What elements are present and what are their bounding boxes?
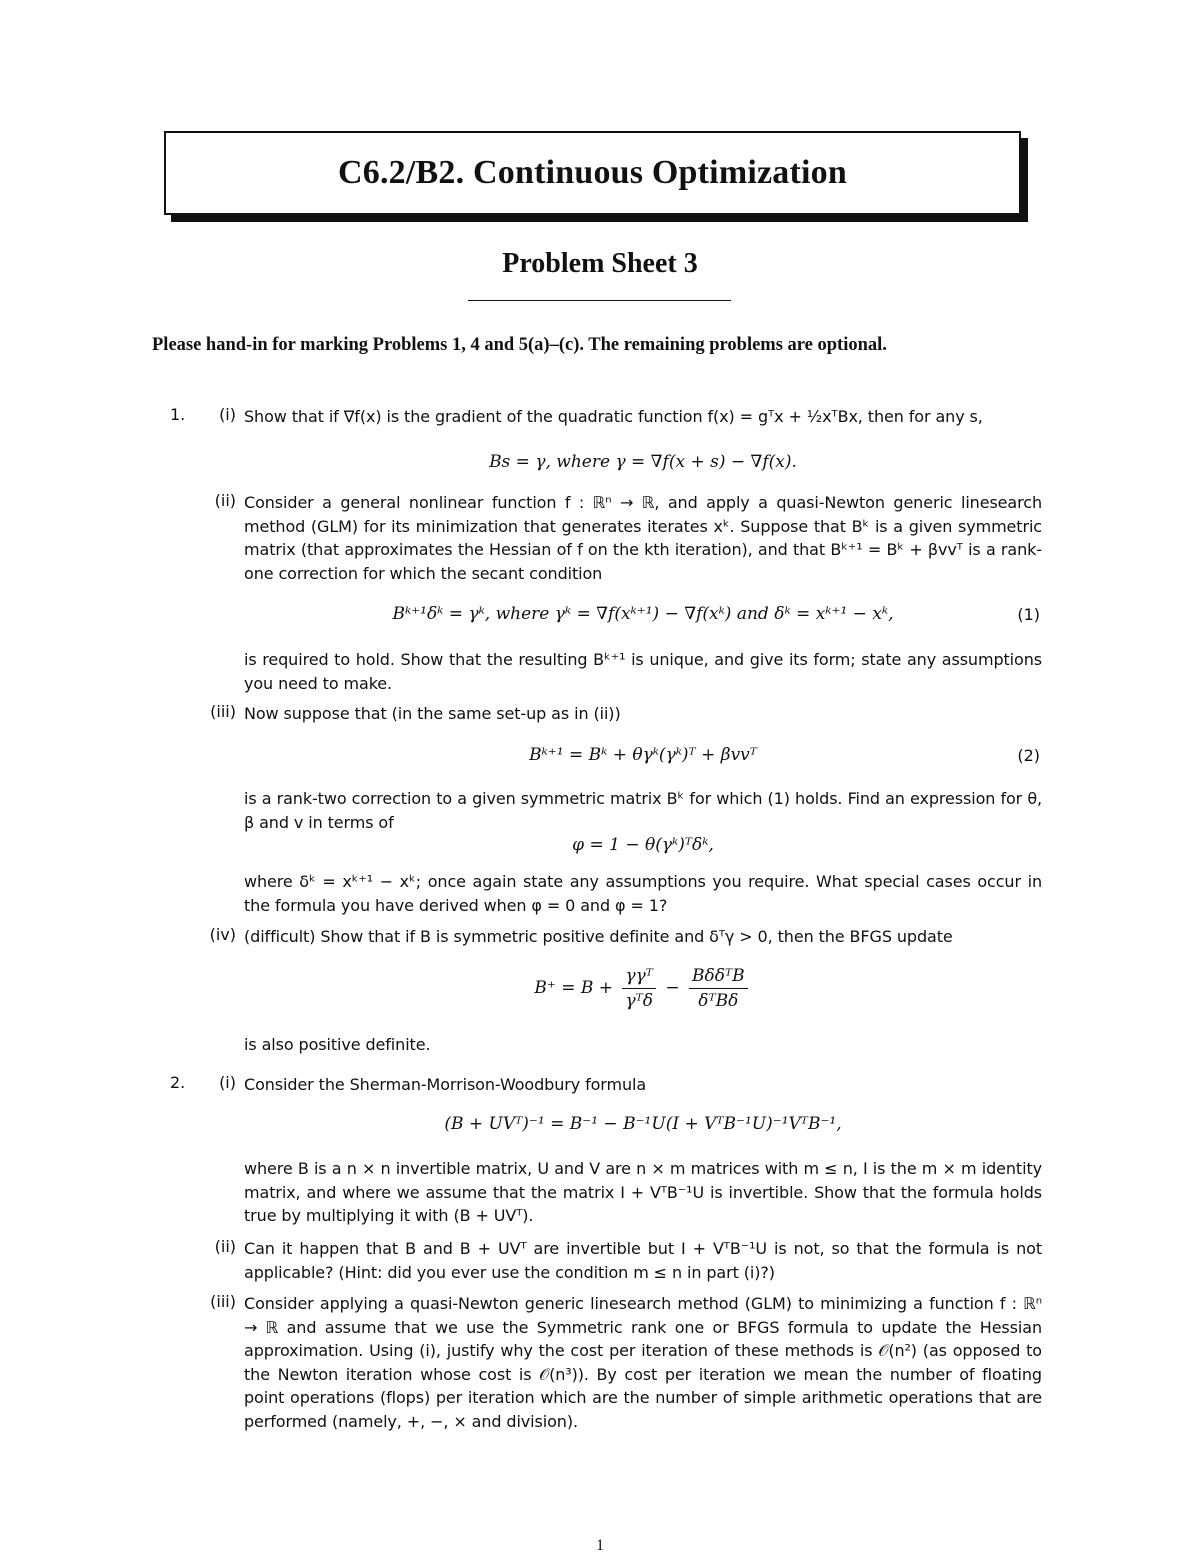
bfgs-minus: − xyxy=(665,978,680,998)
bfgs-update-equation xyxy=(244,966,1042,1011)
equation-number-2: (2) xyxy=(1017,746,1040,765)
problem-2-number: 2. xyxy=(170,1073,186,1092)
bfgs-fraction-1-denominator: γᵀδ xyxy=(625,991,653,1011)
problem-2-part-i-text-after: where B is a n × n invertible matrix, U and V are n × m matrices with m ≤ n, I is the m × m identity matrix, and where we assume that the matrix I + VᵀB⁻¹U is invertible. Show that the formula holds true by multiplying it with (B + UVᵀ). xyxy=(244,1159,1042,1225)
problem-1-number: 1. xyxy=(170,405,186,424)
problem-1-part-iii-text-after: is a rank-two correction to a given symmetric matrix Bᵏ for which (1) holds. Find an expression for θ, β and v in terms of xyxy=(244,789,1042,832)
bfgs-fraction-2 xyxy=(689,966,748,1011)
page-number: 1 xyxy=(596,1537,604,1554)
problem-1-part-iii-equation: Bᵏ⁺¹ = Bᵏ + θγᵏ(γᵏ)ᵀ + βvvᵀ xyxy=(529,745,757,765)
problem-1-part-iii-label: (iii) xyxy=(210,702,236,721)
problem-2-part-i-text: Consider the Sherman-Morrison-Woodbury formula xyxy=(244,1075,647,1094)
bfgs-lhs: B⁺ = B + xyxy=(534,978,614,998)
problem-2-part-i-label: (i) xyxy=(219,1073,236,1092)
problem-2-part-ii-label: (ii) xyxy=(214,1237,236,1256)
problem-1-part-iii-equation-2: φ = 1 − θ(γᵏ)ᵀδᵏ, xyxy=(572,835,714,855)
equation-number-1: (1) xyxy=(1017,605,1040,624)
bfgs-fraction-2-denominator: δᵀBδ xyxy=(698,991,739,1011)
problem-1-part-iv-text: (difficult) Show that if B is symmetric positive definite and δᵀγ > 0, then the BFGS update xyxy=(244,927,953,946)
problem-1-part-i-label: (i) xyxy=(219,405,236,424)
bfgs-fraction-1-numerator: γγᵀ xyxy=(622,966,656,989)
bfgs-fraction-1 xyxy=(622,966,656,1011)
problem-1-part-i-text: Show that if ∇f(x) is the gradient of the quadratic function f(x) = gᵀx + ½xᵀBx, then for any s, xyxy=(244,407,983,426)
document-title: C6.2/B2. Continuous Optimization xyxy=(338,154,847,191)
problem-1-part-iv-label: (iv) xyxy=(209,925,236,944)
problem-1-part-ii-text-after: is required to hold. Show that the resulting Bᵏ⁺¹ is unique, and give its form; state any assumptions you need to make. xyxy=(244,650,1042,693)
bfgs-fraction-2-numerator: BδδᵀB xyxy=(689,966,748,989)
subtitle-rule xyxy=(468,300,731,301)
problem-1-part-iii-text: Now suppose that (in the same set-up as in (ii)) xyxy=(244,704,621,723)
instructions: Please hand-in for marking Problems 1, 4 and 5(a)–(c). The remaining problems are optional. xyxy=(152,335,887,355)
title-box xyxy=(164,131,1021,215)
problem-2-part-ii-text: Can it happen that B and B + UVᵀ are invertible but I + VᵀB⁻¹U is not, so that the formula is not applicable? (Hint: did you ever use the condition m ≤ n in part (i)?) xyxy=(244,1239,1042,1282)
document-subtitle: Problem Sheet 3 xyxy=(502,248,698,279)
problem-1-part-ii-equation: Bᵏ⁺¹δᵏ = γᵏ, where γᵏ = ∇f(xᵏ⁺¹) − ∇f(xᵏ) and δᵏ = xᵏ⁺¹ − xᵏ, xyxy=(392,604,894,624)
problem-1-part-ii-text: Consider a general nonlinear function f : ℝⁿ → ℝ, and apply a quasi-Newton generic linesearch method (GLM) for its minimization that generates iterates xᵏ. Suppose that Bᵏ is a given symmetric matrix (that approximates the Hessian of f on the kth iteration), and that Bᵏ⁺¹ = Bᵏ + βvvᵀ is a rank-one correction for which the secant condition xyxy=(244,493,1042,583)
problem-1-part-iv-text-after: is also positive definite. xyxy=(244,1035,431,1054)
problem-2-part-iii-label: (iii) xyxy=(210,1292,236,1311)
problem-1-part-iii-text-after-2: where δᵏ = xᵏ⁺¹ − xᵏ; once again state any assumptions you require. What special cases occur in the formula you have derived when φ = 0 and φ = 1? xyxy=(244,872,1042,915)
problem-2-part-iii-text: Consider applying a quasi-Newton generic linesearch method (GLM) to minimizing a function f : ℝⁿ → ℝ and assume that we use the Symmetric rank one or BFGS formula to update the Hessian approximation. Using (i), justify why the cost per iteration of these methods is 𝒪(n²) (as opposed to the Newton iteration whose cost is 𝒪(n³)). By cost per iteration we mean the number of floating point operations (flops) per iteration which are the number of simple arithmetic operations that are performed (namely, +, −, × and division). xyxy=(244,1294,1042,1431)
problem-1-part-ii-label: (ii) xyxy=(214,491,236,510)
problem-1-part-i-equation: Bs = γ, where γ = ∇f(x + s) − ∇f(x). xyxy=(489,452,797,472)
smw-formula-equation: (B + UVᵀ)⁻¹ = B⁻¹ − B⁻¹U(I + VᵀB⁻¹U)⁻¹VᵀB⁻¹, xyxy=(444,1114,842,1134)
